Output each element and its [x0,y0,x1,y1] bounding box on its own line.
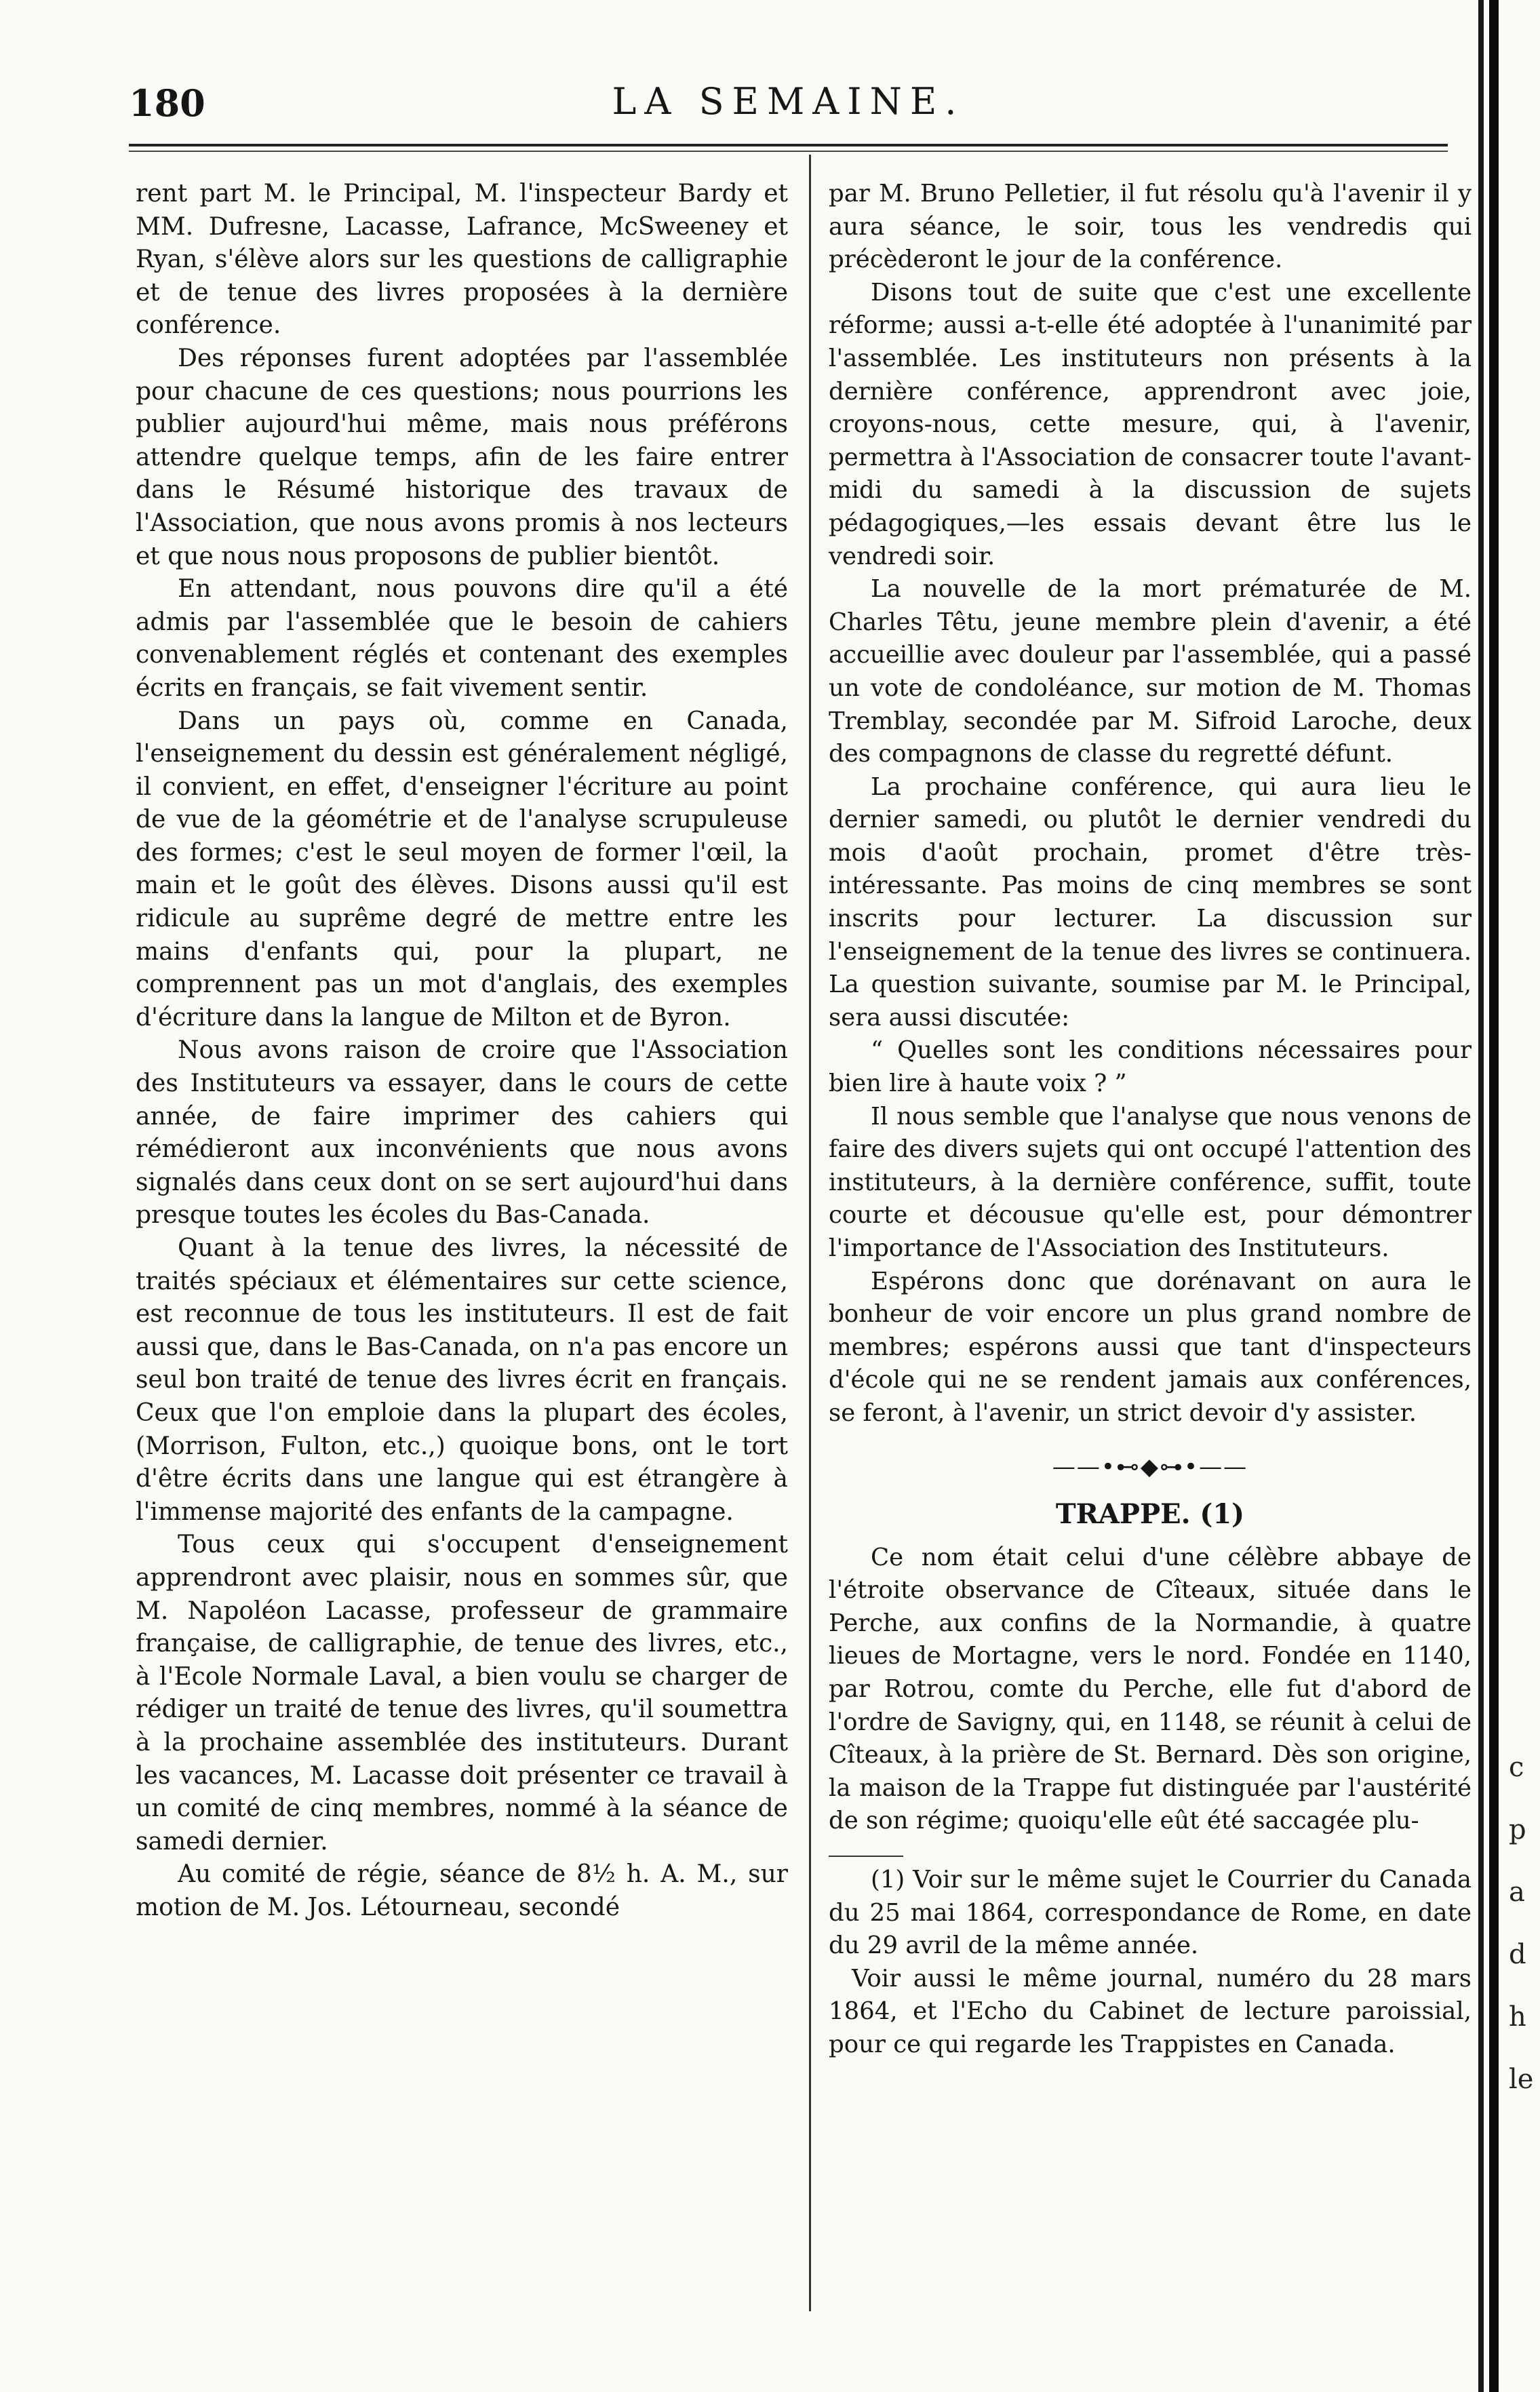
paragraph: La prochaine conférence, qui aura lieu le dernier samedi, ou plutôt le dernier vendredi du mois d'août prochain, promet d'être très-intéressante. Pas moins de cinq membres se sont inscrits pour lecturer. La discussion sur l'enseignement de la tenue des livres se continuera. La question suivante, soumise par M. le Principal, sera aussi discutée: [829,772,1472,1032]
paragraph: Disons tout de suite que c'est une excellente réforme; aussi a-t-elle été adoptée à l'unanimité par l'assemblée. Les instituteurs non présents à la dernière conférence, apprendront avec joie, croyons-nous, cette mesure, qui, à l'avenir, permettra à l'Association de consacrer toute l'avant-midi du samedi à la discussion de sujets pédagogiques,—les essais devant être lus le vendredi soir. [829,278,1472,570]
quoted-question: “ Quelles sont les conditions nécessaires pour bien lire à haute voix ? ” [829,1036,1472,1098]
section-title: TRAPPE. (1) [1055,1497,1245,1530]
paragraph: En attendant, nous pouvons dire qu'il a été admis par l'assemblée que le besoin de cahiers convenablement réglés et contenant des exemples écrits en français, se fait vivement sentir. [136,575,788,702]
page-edge-shadow [1478,0,1484,2392]
paragraph: Tous ceux qui s'occupent d'enseignement apprendront avec plaisir, nous en sommes sûr, que M. Napoléon Lacasse, professeur de grammaire française, de calligraphie, de tenue des livres, etc., à l'Ecole Normale Laval, a bien voulu se charger de rédiger un traité de tenue des livres, qu'il soumettra à la prochaine assemblée des instituteurs. Durant les vacances, M. Lacasse doit présenter ce travail à un comité de cinq membres, nommé à la séance de samedi dernier. [136,1531,788,1856]
paragraph: Il nous semble que l'analyse que nous venons de faire des divers sujets qui ont occupé l'attention des instituteurs, à la dernière conférence, suffit, toute courte et décousue qu'elle est, pour démontrer l'importance de l'Association des Instituteurs. [829,1102,1472,1262]
margin-letter: h [1509,2001,1526,2033]
margin-letter: c [1509,1752,1524,1783]
paragraph: Nous avons raison de croire que l'Association des Instituteurs va essayer, dans le cours de cette année, de faire imprimer des cahiers qui rémédieront aux inconvénients que nous avons signalés dans ceux dont on se sert aujourd'hui dans presque toutes les écoles du Bas-Canada. [136,1036,788,1230]
margin-letter: p [1509,1814,1526,1845]
margin-letter: a [1509,1877,1525,1908]
right-column [829,178,1472,2061]
page-edge-bar [1489,0,1499,2392]
paragraph: Des réponses furent adoptées par l'assemblée pour chacune de ces questions; nous pourrions les publier aujourd'hui même, mais nous préférons attendre quelque temps, afin de les faire entrer dans le Résumé historique des travaux de l'Association, que nous avons promis à nos lecteurs et que nous nous proposons de publier bientôt. [136,344,788,570]
paragraph: Espérons donc que dorénavant on aura le bonheur de voir encore un plus grand nombre de membres; espérons aussi que tant d'inspecteurs d'école qui ne se rendent jamais aux conférences, se feront, à l'avenir, un strict devoir d'y assister. [829,1267,1472,1427]
paragraph: Ce nom était celui d'une célèbre abbaye de l'étroite observance de Cîteaux, située dans le Perche, aux confins de la Normandie, à quatre lieues de Mortagne, vers le nord. Fondée en 1140, par Rotrou, comte du Perche, elle fut d'abord de l'ordre de Savigny, qui, en 1148, se réunit à celui de Cîteaux, à la prière de St. Bernard. Dès son origine, la maison de la Trappe fut distinguée par l'austérité de son régime; quoiqu'elle eût été saccagée plu- [829,1543,1472,1835]
paragraph: Dans un pays où, comme en Canada, l'enseignement du dessin est généralement négligé, il convient, en effet, d'enseigner l'écriture au point de vue de la géométrie et de l'analyse scrupuleuse des formes; c'est le seul moyen de former l'œil, la main et le goût des élèves. Disons aussi qu'il est ridicule au suprême degré de mettre entre les mains d'enfants qui, pour la plupart, ne comprennent pas un mot d'anglais, des exemples d'écriture dans la langue de Milton et de Byron. [136,707,788,1032]
paragraph: par M. Bruno Pelletier, il fut résolu qu'à l'avenir il y aura séance, le soir, tous les vendredis qui précèderont le jour de la conférence. [829,180,1472,274]
header-rule [129,144,1448,146]
margin-letter: le [1509,2064,1534,2095]
paragraph: Quant à la tenue des livres, la nécessité de traités spéciaux et élémentaires sur cette science, est reconnue de tous les instituteurs. Il est de fait aussi que, dans le Bas-Canada, on n'a pas encore un seul bon traité de tenue des livres écrit en français. Ceux que l'on emploie dans la plupart des écoles, (Morrison, Fulton, etc.,) quoique bons, ont le tort d'être écrits dans une langue qui est étrangère à l'immense majorité des enfants de la campagne. [136,1234,788,1526]
footnote: (1) Voir sur le même sujet le Courrier du Canada du 25 mai 1864, correspondance de Rome, en date du 29 avril de la même année. [829,1865,1472,1960]
section-ornament: ——•⊷◆⊶•—— [1052,1453,1248,1481]
running-title: LA SEMAINE. [612,80,965,123]
footnote-rule [829,1856,903,1857]
paragraph: Au comité de régie, séance de 8½ h. A. M., sur motion de M. Jos. Létourneau, secondé [136,1860,788,1921]
paragraph: La nouvelle de la mort prématurée de M. Charles Têtu, jeune membre plein d'avenir, a été accueillie avec douleur par l'assemblée, qui a passé un vote de condoléance, sur motion de M. Thomas Tremblay, secondée par M. Sifroid Laroche, deux des compagnons de classe du regretté défunt. [829,575,1472,768]
paragraph: rent part M. le Principal, M. l'inspecteur Bardy et MM. Dufresne, Lacasse, Lafrance, McSweeney et Ryan, s'élève alors sur les questions de calligraphie et de tenue des livres proposées à la dernière conférence. [136,180,788,340]
page-header [129,73,1448,128]
footnote: Voir aussi le même journal, numéro du 28 mars 1864, et l'Echo du Cabinet de lecture paroissial, pour ce qui regarde les Trappistes en Canada. [829,1964,1472,2058]
facing-page-margin-letters [1509,1736,1536,2111]
page-number: 180 [129,81,205,125]
header-rule-thin [129,151,1448,152]
column-divider [809,155,811,2311]
left-column [136,178,788,1924]
margin-letter: d [1509,1939,1526,1970]
